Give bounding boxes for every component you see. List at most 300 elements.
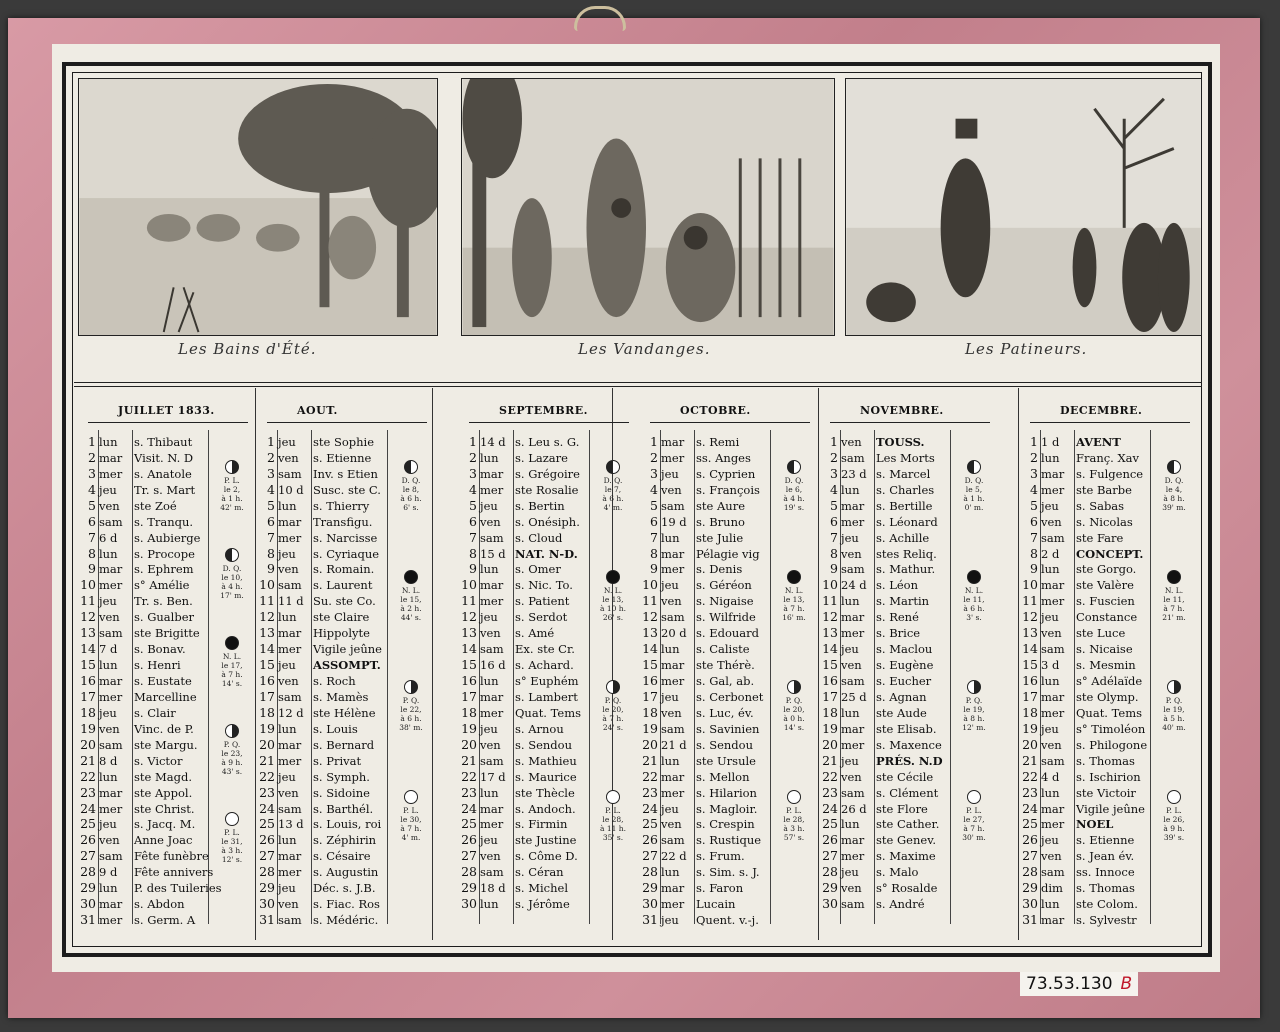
moon-phase <box>589 680 637 732</box>
weekday: sam <box>99 626 123 641</box>
day-number: 30 <box>642 896 658 912</box>
weekday: 20 d <box>661 626 687 641</box>
moon-phase-text: D. Q. le 4, à 8 h. 39' m. <box>1162 476 1186 512</box>
day-number: 2 <box>1030 449 1038 465</box>
moon-phase-text: P. L. le 30, à 7 h. 4' m. <box>400 806 422 842</box>
weekday: lun <box>480 450 499 465</box>
day-number: 21 <box>1022 752 1038 768</box>
day-number: 13 <box>461 625 477 641</box>
weekday: lun <box>661 530 680 545</box>
weekday: mar <box>480 689 504 704</box>
day-number: 6 <box>1030 513 1038 529</box>
weekday: ven <box>1041 626 1062 641</box>
inventory-number: 73.53.130 <box>1026 974 1113 994</box>
moon-phase-text: N. L. le 17, à 7 h. 14' s. <box>221 652 243 688</box>
weekday: lun <box>1041 674 1060 689</box>
saint-name: s. Frum. <box>696 849 745 864</box>
weekday: sam <box>99 849 123 864</box>
weekday: sam <box>480 753 504 768</box>
weekday: lun <box>480 785 499 800</box>
weekday: sam <box>841 897 865 912</box>
saint-name: ste Elisab. <box>876 721 937 736</box>
saint-name: s. Céran <box>515 865 564 880</box>
saint-name: s. Cyriaque <box>313 546 380 561</box>
weekday: ven <box>841 881 862 896</box>
moon-icon <box>225 636 239 650</box>
weekday: 1 d <box>1041 435 1060 449</box>
day-number: 15 <box>822 657 838 673</box>
month-column <box>1020 390 1198 935</box>
weekday: mar <box>278 514 302 529</box>
weekday: sam <box>480 642 504 657</box>
weekday: ven <box>841 435 862 449</box>
day-number: 28 <box>1022 864 1038 880</box>
engraving-grape-harvest <box>461 78 835 336</box>
weekday: lun <box>661 642 680 657</box>
saint-name: ste Rosalie <box>515 482 579 497</box>
saint-name: s. Germ. A <box>134 913 196 928</box>
saint-name: ste Magd. <box>134 769 192 784</box>
saint-name: s. Cerbonet <box>696 689 764 704</box>
moon-phase-text: P. L. le 26, à 9 h. 39' s. <box>1163 806 1185 842</box>
moon-icon <box>225 812 239 826</box>
day-number: 31 <box>642 912 658 928</box>
saint-name: Fête funèbre <box>134 849 209 864</box>
saint-name: s. Eugène <box>876 658 934 673</box>
weekday: lun <box>480 674 499 689</box>
weekday: sam <box>99 737 123 752</box>
weekday: lun <box>278 498 297 513</box>
saint-name: s. Zéphirin <box>313 833 377 848</box>
weekday: lun <box>841 817 860 832</box>
day-number: 23 <box>642 784 658 800</box>
weekday: sam <box>661 833 685 848</box>
saint-name: s. Mamès <box>313 689 369 704</box>
saint-name: s° Rosalde <box>876 881 938 896</box>
saint-name: s. Mathieu <box>515 753 577 768</box>
day-number: 19 <box>461 720 477 736</box>
weekday: jeu <box>480 498 498 513</box>
weekday: mer <box>1041 817 1065 832</box>
weekday: mer <box>661 562 685 577</box>
weekday: sam <box>841 785 865 800</box>
weekday: sam <box>841 674 865 689</box>
day-number: 8 <box>1030 545 1038 561</box>
weekday: jeu <box>278 881 296 896</box>
saint-name: s. Sidoine <box>313 785 370 800</box>
month-name: JUILLET 1833. <box>118 404 215 417</box>
moon-phase-text: P. Q. le 20, à 7 h. 24' s. <box>602 696 624 732</box>
weekday: lun <box>99 658 118 673</box>
weekday: ven <box>480 626 501 641</box>
weekday: jeu <box>1041 721 1059 736</box>
day-number: 9 <box>469 561 477 577</box>
saint-name: ste Fare <box>1076 530 1124 545</box>
weekday: sam <box>1041 753 1065 768</box>
weekday: mar <box>1041 578 1065 593</box>
day-number: 27 <box>259 848 275 864</box>
day-number: 12 <box>1022 609 1038 625</box>
divider-top-thin <box>74 386 1202 387</box>
saint-name: s. Luc, év. <box>696 705 754 720</box>
saint-name: s. Sendou <box>696 737 753 752</box>
moon-icon <box>225 724 239 738</box>
moon-icon <box>967 680 981 694</box>
weekday: mar <box>1041 913 1065 928</box>
moon-phase <box>208 724 256 776</box>
weekday: sam <box>278 913 302 928</box>
moon-icon <box>606 570 620 584</box>
day-number: 3 <box>267 465 275 481</box>
saint-name: ss. Innoce <box>1076 865 1135 880</box>
weekday: 26 d <box>841 801 867 816</box>
saint-name: Visit. N. D <box>134 450 194 465</box>
day-number: 17 <box>259 688 275 704</box>
moon-phase <box>1150 680 1198 732</box>
weekday: jeu <box>278 769 296 784</box>
day-number: 2 <box>88 449 96 465</box>
weekday: sam <box>1041 642 1065 657</box>
moon-phase-text: N. L. le 13, à 10 h. 26' s. <box>600 586 626 622</box>
saint-name: CONCEPT. <box>1076 546 1144 561</box>
day-number: 2 <box>650 449 658 465</box>
day-number: 25 <box>822 816 838 832</box>
weekday: ven <box>661 482 682 497</box>
weekday: jeu <box>278 435 296 449</box>
saint-name: s. Mathur. <box>876 562 936 577</box>
saint-name: s. Symph. <box>313 769 370 784</box>
saint-name: s. Charles <box>876 482 935 497</box>
saint-name: s. Marcel <box>876 466 931 481</box>
moon-icon <box>404 680 418 694</box>
moon-phase-text: P. L. le 31, à 3 h. 12' s. <box>221 828 243 864</box>
day-number: 14 <box>822 641 838 657</box>
day-number: 7 <box>469 529 477 545</box>
weekday: jeu <box>99 705 117 720</box>
day-number: 14 <box>259 641 275 657</box>
weekday: mar <box>661 769 685 784</box>
saint-name: stes Reliq. <box>876 546 937 561</box>
moon-phase-text: D. Q. le 8, à 6 h. 6' s. <box>400 476 422 512</box>
weekday: ven <box>841 546 862 561</box>
day-number: 2 <box>267 449 275 465</box>
day-number: 23 <box>461 784 477 800</box>
saint-name: s. Maclou <box>876 642 933 657</box>
saint-name: ste Ursule <box>696 753 756 768</box>
weekday: mer <box>99 578 123 593</box>
day-number: 13 <box>822 625 838 641</box>
column-line <box>311 430 312 924</box>
day-number: 1 <box>1030 434 1038 449</box>
day-number: 21 <box>642 752 658 768</box>
day-number: 9 <box>650 561 658 577</box>
weekday: 17 d <box>480 769 506 784</box>
saint-name: ss. Anges <box>696 450 751 465</box>
day-number: 21 <box>259 752 275 768</box>
weekday: lun <box>480 897 499 912</box>
moon-phase-text: P. L. le 27, à 7 h. 30' m. <box>962 806 986 842</box>
weekday: sam <box>480 530 504 545</box>
weekday: jeu <box>1041 833 1059 848</box>
moon-phase-text: N. L. le 11, à 6 h. 3' s. <box>963 586 985 622</box>
moon-phase-text: P. Q. le 19, à 8 h. 12' m. <box>962 696 986 732</box>
weekday: 25 d <box>841 689 867 704</box>
moon-icon <box>404 460 418 474</box>
weekday: ven <box>1041 514 1062 529</box>
weekday: mer <box>278 865 302 880</box>
day-number: 12 <box>80 609 96 625</box>
weekday: lun <box>480 562 499 577</box>
caption-skaters: Les Patineurs. <box>965 340 1088 358</box>
moon-phase <box>387 570 435 622</box>
saint-name: ste Zoé <box>134 498 177 513</box>
day-number: 16 <box>80 673 96 689</box>
saint-name: s. Henri <box>134 658 181 673</box>
day-number: 8 <box>650 545 658 561</box>
weekday: mar <box>661 881 685 896</box>
saint-name: ste Olymp. <box>1076 689 1139 704</box>
weekday: mar <box>841 833 865 848</box>
day-number: 26 <box>80 832 96 848</box>
day-number: 10 <box>642 577 658 593</box>
day-number: 7 <box>267 529 275 545</box>
month-column <box>820 390 998 935</box>
day-number: 1 <box>267 434 275 449</box>
weekday: mer <box>1041 705 1065 720</box>
weekday: mar <box>480 801 504 816</box>
caption-grape-harvest: Les Vandanges. <box>578 340 711 358</box>
day-number: 3 <box>469 465 477 481</box>
saint-name: ste Brigitte <box>134 626 200 641</box>
weekday: mar <box>841 498 865 513</box>
saint-name: ste Sophie <box>313 435 375 449</box>
moon-phase <box>770 570 818 622</box>
day-number: 13 <box>1022 625 1038 641</box>
day-number: 19 <box>822 720 838 736</box>
weekday: mar <box>661 658 685 673</box>
saint-name: s. Thierry <box>313 498 370 513</box>
day-number: 2 <box>469 449 477 465</box>
saint-name: Quent. v.-j. <box>696 913 759 928</box>
day-number: 5 <box>1030 497 1038 513</box>
weekday: sam <box>278 578 302 593</box>
day-number: 29 <box>1022 880 1038 896</box>
weekday: mer <box>661 785 685 800</box>
weekday: lun <box>99 881 118 896</box>
day-number: 13 <box>259 625 275 641</box>
day-number: 15 <box>259 657 275 673</box>
month-name: AOUT. <box>297 404 338 417</box>
saint-name: Constance <box>1076 610 1138 625</box>
day-number: 10 <box>80 577 96 593</box>
saint-name: s. Mellon <box>696 769 750 784</box>
moon-phase-text: P. L. le 2, à 1 h. 42' m. <box>220 476 244 512</box>
weekday: ven <box>1041 849 1062 864</box>
moon-phase <box>950 790 998 842</box>
day-number: 27 <box>822 848 838 864</box>
saint-name: Susc. ste C. <box>313 482 381 497</box>
weekday: 13 d <box>278 817 304 832</box>
day-number: 6 <box>267 513 275 529</box>
weekday: mar <box>841 721 865 736</box>
moon-phase-text: D. Q. le 7, à 6 h. 4' m. <box>602 476 624 512</box>
saint-name: ste Aure <box>696 498 745 513</box>
divider-top <box>74 382 1202 383</box>
weekday: lun <box>99 769 118 784</box>
weekday: mer <box>841 514 865 529</box>
saint-name: ste Genev. <box>876 833 936 848</box>
saint-name: s. Côme D. <box>515 849 578 864</box>
moon-phase <box>1150 790 1198 842</box>
moon-phase <box>770 460 818 512</box>
moon-phase <box>208 460 256 512</box>
weekday: lun <box>278 610 297 625</box>
day-number: 7 <box>830 529 838 545</box>
day-number: 17 <box>461 688 477 704</box>
saint-name: Pélagie vig <box>696 546 760 561</box>
weekday: 22 d <box>661 849 687 864</box>
day-number: 20 <box>461 736 477 752</box>
saint-name: s. Crespin <box>696 817 755 832</box>
weekday: jeu <box>661 913 679 928</box>
saint-name: s. Martin <box>876 594 930 609</box>
weekday: mer <box>1041 482 1065 497</box>
moon-icon <box>606 790 620 804</box>
weekday: lun <box>841 705 860 720</box>
day-number: 10 <box>822 577 838 593</box>
weekday: mar <box>1041 689 1065 704</box>
weekday: sam <box>841 450 865 465</box>
moon-phase <box>1150 460 1198 512</box>
saint-name: s. Sendou <box>515 737 572 752</box>
weekday: 19 d <box>661 514 687 529</box>
moon-phase-text: P. L. le 28, à 3 h. 57' s. <box>783 806 805 842</box>
saint-name: ste Thècle <box>515 785 575 800</box>
saint-name: s. Fiac. Ros <box>313 897 380 912</box>
saint-name: s. Ephrem <box>134 562 194 577</box>
day-number: 18 <box>1022 704 1038 720</box>
day-number: 5 <box>830 497 838 513</box>
saint-name: ste Barbe <box>1076 482 1132 497</box>
day-number: 3 <box>650 465 658 481</box>
day-number: 21 <box>822 752 838 768</box>
day-number: 8 <box>469 545 477 561</box>
moon-phase <box>950 570 998 622</box>
column-line <box>1074 430 1075 924</box>
day-number: 1 <box>469 434 477 449</box>
weekday: mar <box>1041 466 1065 481</box>
day-number: 27 <box>461 848 477 864</box>
saint-name: s. Jean év. <box>1076 849 1135 864</box>
saint-name: s. Magloir. <box>696 801 758 816</box>
moon-icon <box>404 790 418 804</box>
saint-name: s. Wilfride <box>696 610 756 625</box>
month-name: NOVEMBRE. <box>860 404 944 417</box>
weekday: mar <box>480 578 504 593</box>
weekday: ven <box>841 769 862 784</box>
saint-name: s. Maxence <box>876 737 942 752</box>
saint-name: ste Hélène <box>313 705 376 720</box>
day-number: 16 <box>461 673 477 689</box>
day-number: 15 <box>80 657 96 673</box>
day-number: 28 <box>80 864 96 880</box>
weekday: 16 d <box>480 658 506 673</box>
column-line <box>694 430 695 924</box>
weekday: mer <box>278 753 302 768</box>
saint-name: s. Bonav. <box>134 642 186 657</box>
day-number: 25 <box>259 816 275 832</box>
day-number: 9 <box>267 561 275 577</box>
weekday: ven <box>480 849 501 864</box>
weekday: ven <box>661 594 682 609</box>
weekday: sam <box>1041 865 1065 880</box>
moon-phase <box>208 636 256 688</box>
day-number: 29 <box>80 880 96 896</box>
weekday: ven <box>841 658 862 673</box>
moon-icon <box>1167 680 1181 694</box>
day-number: 9 <box>1030 561 1038 577</box>
weekday: mar <box>841 610 865 625</box>
weekday: ven <box>99 721 120 736</box>
saint-name: s. Nic. To. <box>515 578 573 593</box>
saint-name: s. Etienne <box>1076 833 1135 848</box>
weekday: mar <box>278 737 302 752</box>
day-number: 11 <box>80 593 96 609</box>
day-number: 9 <box>830 561 838 577</box>
saint-name: ste Claire <box>313 610 370 625</box>
day-number: 26 <box>1022 832 1038 848</box>
weekday: jeu <box>661 578 679 593</box>
saint-name: s. Cyprien <box>696 466 756 481</box>
day-number: 19 <box>1022 720 1038 736</box>
month-column <box>257 390 435 935</box>
day-number: 4 <box>469 481 477 497</box>
weekday: sam <box>841 562 865 577</box>
weekday: 23 d <box>841 466 867 481</box>
day-number: 30 <box>259 896 275 912</box>
moon-icon <box>1167 790 1181 804</box>
day-number: 24 <box>80 800 96 816</box>
saint-name: s. Michel <box>515 881 568 896</box>
saint-name: s. Nicolas <box>1076 514 1133 529</box>
day-number: 27 <box>642 848 658 864</box>
weekday: mar <box>661 546 685 561</box>
day-number: 29 <box>642 880 658 896</box>
weekday: ven <box>1041 737 1062 752</box>
weekday: ven <box>661 817 682 832</box>
weekday: mer <box>841 737 865 752</box>
weekday: jeu <box>278 546 296 561</box>
saint-name: Les Morts <box>876 450 935 465</box>
saint-name: s. Gualber <box>134 610 195 625</box>
day-number: 1 <box>650 434 658 449</box>
moon-icon <box>787 570 801 584</box>
moon-phase <box>950 680 998 732</box>
moon-phase-text: P. Q. le 20, à 0 h. 14' s. <box>783 696 805 732</box>
day-number: 13 <box>642 625 658 641</box>
day-number: 13 <box>80 625 96 641</box>
day-number: 21 <box>461 752 477 768</box>
saint-name: s. Anatole <box>134 466 192 481</box>
saint-name: s. Eustate <box>134 674 192 689</box>
day-number: 4 <box>650 481 658 497</box>
saint-name: s. Achard. <box>515 658 574 673</box>
day-number: 28 <box>461 864 477 880</box>
moon-icon <box>967 460 981 474</box>
saint-name: s° Amélie <box>134 578 190 593</box>
weekday: ven <box>278 897 299 912</box>
day-number: 9 <box>88 561 96 577</box>
